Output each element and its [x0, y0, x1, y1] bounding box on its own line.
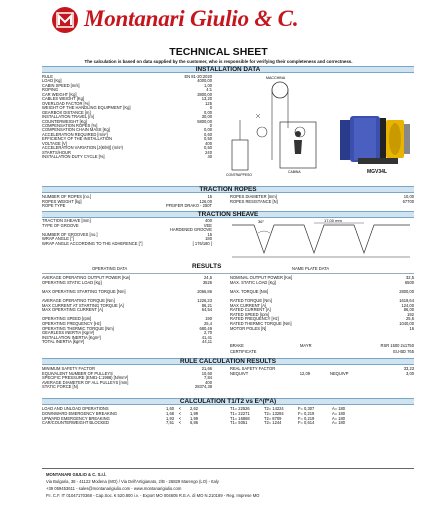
rule-row-label: AVERAGE DIAMETER OF ALL PULLEYS [mm]: [42, 379, 129, 385]
rule-row-value: 28374,38: [194, 384, 212, 390]
installation-row-label: ACCELERATION REQUIRED [m/s²]: [42, 131, 108, 137]
nameplate-row-value: 1040,00: [399, 321, 414, 326]
counterweight-icon: [232, 140, 248, 170]
nameplate-row-value: 86,00: [403, 307, 414, 313]
sheave-row-value: 180: [205, 236, 212, 242]
installation-row-label: ROPING: [42, 87, 59, 93]
nequivp-value: 3,00: [406, 371, 414, 376]
nequivt-value: 12,09: [299, 371, 310, 376]
nameplate-row-value: 2800,00: [399, 288, 414, 294]
operating-row-label: AVERAGE OPERATING TORQUE [Nm]: [42, 298, 115, 303]
operating-row-label: MAX CURRENT AT STARTING TORQUE [A]: [42, 302, 124, 308]
installation-row-value: 240: [205, 149, 212, 155]
nameplate-row-value: 1619,64: [399, 298, 414, 303]
sheave-row-label: NUMBER OF GROOVES [no.]: [42, 231, 98, 237]
installation-row-value: 3800,00: [197, 91, 212, 97]
page-title: TECHNICAL SHEET: [169, 46, 268, 58]
calc-row-t1: T1= 9351: [230, 420, 248, 426]
installation-row-label: OVERLOAD FACTOR [%]: [42, 100, 90, 106]
calc-row-lt: <: [178, 410, 182, 416]
calc-row-f: F= 0,219: [298, 410, 315, 416]
sheave-row-value: VEE: [203, 222, 212, 228]
sheave-row-label: WRAP ANGLE [°]: [42, 236, 75, 242]
nameplate-row-label: MAX CURRENT [A]: [230, 302, 267, 308]
roping-diagram: [218, 76, 333, 188]
installation-row-value: 5800,00: [197, 118, 212, 124]
nameplate-row-label: NOMINAL OUTPUT POWER [Kw]: [230, 275, 293, 280]
nequivt-label: NEQUIVT: [230, 371, 249, 376]
operating-row-label: OPERATING SPEED [rpm]: [42, 316, 92, 322]
installation-row-label: INSTALLATION DUTY CYCLE [%]: [42, 154, 105, 160]
installation-row-value: 1,00: [204, 82, 212, 88]
calc-row-t1: T1= 22271: [230, 410, 250, 416]
certificate-label: CERTIFICATE: [230, 349, 257, 354]
installation-row-label: CAR WEIGHT [Kg]: [42, 91, 77, 97]
section-traction-ropes: TRACTION ROPES: [42, 186, 414, 193]
sheave-row-label: TYPE OF GROOVE: [42, 222, 79, 228]
section-calc-t1t2: CALCULATION T1/T2 vs E^(f*A): [42, 398, 414, 405]
installation-row-value: 0,50: [204, 136, 212, 142]
operating-row-value: 24,5: [204, 275, 212, 280]
rule-row-label: EQUIVALENT NUMBER OF PULLEYS: [42, 370, 113, 376]
installation-row-value: 13,20: [201, 96, 212, 102]
brake-maker: MAYR: [300, 343, 312, 348]
installation-row-value: 400: [205, 140, 212, 146]
nameplate-row-value: 32,5: [406, 275, 414, 280]
installation-row-label: INSTALLATION TRAVEL [m]: [42, 114, 94, 120]
calc-row-t2: T2= 13284: [264, 410, 284, 416]
rule-row-label: SPECIFIC PRESSURE (EN81-1:1998) [N/mm²]: [42, 375, 129, 381]
calc-row-efa: 2,62: [190, 406, 198, 411]
rope-row-value: PFEIFER DRAKO - 250T: [166, 203, 212, 209]
installation-row-label: CABLES WEIGHT [Kg]: [42, 96, 85, 102]
operating-row-value: 190: [205, 316, 212, 322]
installation-row-value: 4:1: [206, 87, 212, 93]
operating-row-label: GEARLESS INERTIA [Kgm²]: [42, 330, 95, 336]
operating-row-value: 64,54: [201, 307, 212, 313]
car-label: CABINA: [288, 170, 301, 174]
section-rule-calc: RULE CALCULATION RESULTS: [42, 358, 414, 365]
operating-row-label: OPERATING THERMIC TORQUE [Nm]: [42, 325, 114, 331]
installation-row-label: COUNTERWEIGHT [Kg]: [42, 118, 87, 124]
calc-row-ratio: 1,93: [166, 415, 174, 421]
gearless-motor-image: [338, 110, 416, 168]
operating-row-value: 25,4: [204, 321, 212, 326]
rope-right-value: 10,00: [403, 194, 414, 199]
groove-angle: 36°: [258, 219, 265, 224]
nameplate-row-value: 25,6: [406, 316, 414, 322]
calc-row-f: F= 0,307: [298, 406, 315, 411]
operating-row-label: OPERATING FREQUENCY [Hz]: [42, 321, 101, 326]
company-name: Montanari Giulio & C.: [84, 6, 299, 31]
nameplate-row-label: MOTOR POLES [N]: [230, 325, 267, 331]
calc-row-label: CAR/COUNTERWEIGHT BLOCKED: [42, 420, 109, 426]
operating-row-label: OPERATING STATIC LOAD [Kg]: [42, 279, 102, 285]
operating-row-value: 44,11: [202, 339, 212, 345]
motor-model: MGV34L: [367, 169, 388, 175]
calc-row-angle: A= 180: [332, 415, 346, 421]
sheave-row-value: HARDENED GROOVE: [169, 227, 212, 233]
installation-row-label: ACCELERATION VARIATION [J(€/M)] (m/s³): [42, 145, 123, 151]
calc-row-label: DOWNWARD EMERGENCY BREAKING: [42, 410, 118, 416]
rope-row-value: 126,00: [199, 198, 212, 204]
footer-address: Via Bulgaria, 38 - 41122 Modena (MO) / Via Dell'Artigianato, 2/B - 26829 Marengo (LO) - Italy: [46, 479, 219, 484]
calc-row-t2: T2= 14224: [264, 406, 284, 411]
installation-row-value: 0,00: [204, 127, 212, 133]
nequivp-label: NEQUIVP: [330, 371, 349, 376]
calc-row-angle: A= 180: [332, 406, 346, 411]
nameplate-row-value: 124,00: [401, 302, 414, 308]
section-results: RESULTS: [192, 263, 222, 270]
installation-row-label: WEIGHT OF THE HANDLING EQUIPMENT [Kg]: [42, 105, 131, 111]
installation-row-value: 125: [205, 100, 212, 106]
operating-row-value: 1226,23: [197, 298, 212, 303]
nameplate-row-label: RATED FREQUENCY [Hz]: [230, 316, 279, 322]
rope-row-label: ROPES WEIGHT [kg]: [42, 198, 82, 204]
installation-row-label: COMPENSATION CHAIN MASS [Kg]: [42, 127, 110, 133]
nameplate-row-label: RATED TORQUE [Nm]: [230, 298, 272, 303]
counterweight-label: CONTRAPPESO: [226, 173, 252, 177]
calc-row-efa: 6,86: [190, 420, 198, 426]
calc-row-f: F= 0,614: [298, 420, 315, 426]
machine-pulley-icon: [272, 82, 288, 98]
calc-row-angle: A= 180: [332, 410, 346, 416]
operating-data-header: OPERATING DATA: [92, 266, 128, 271]
rule-row-value: 21,66: [201, 366, 212, 371]
sheave-row-label: TRACTION SHEAVE [mm]: [42, 218, 91, 223]
sheave-row-label: WRAP ANGLE ACCORDING TO THE ADHERENCE [°]: [42, 241, 143, 246]
operating-row-value: 2,70: [204, 330, 212, 336]
installation-row-label: EFFICIENCY OF THE INSTALLATION: [42, 136, 112, 142]
calc-row-t2: T2= 1244: [264, 420, 282, 426]
company-logo-icon: [52, 7, 78, 33]
groove-pitch: 17,00 mm: [324, 219, 342, 223]
rule-row-label: MINIMUM SAFETY FACTOR: [42, 366, 96, 371]
real-safety-value: 33,23: [403, 366, 414, 371]
calc-row-ratio: 1,68: [166, 410, 174, 416]
footer-fiscal: P.I. C.F. IT 01047170368 - Cap.Soc. € 520.800 i.v. - Export MO 004605 R.E.A. di MO N.210189 - Reg. Imprese MO: [46, 493, 260, 498]
installation-row-label: COMPENSATION ROPES [%]: [42, 122, 98, 128]
certificate-value: EU-BD 765: [393, 349, 414, 354]
calc-row-lt: <: [178, 420, 182, 426]
operating-row-label: INSTALLATION INERTIA [Kgm²]: [42, 334, 101, 340]
nameplate-row-label: RATED SPEED [rpm]: [230, 311, 270, 317]
operating-row-label: MAX OPERATING STARTING TORQUE [Nm]: [42, 288, 126, 294]
operating-row-value: 41,41: [201, 334, 212, 340]
footer-company: MONTANARI GIULIO & C. S.r.l.: [46, 472, 107, 477]
rope-row-label: ROPE TYPE: [42, 203, 66, 209]
rope-row-value: 15: [207, 194, 212, 199]
brake-label: BRAKE: [230, 343, 244, 348]
sheave-row-value: 400: [205, 218, 212, 223]
section-traction-sheave: TRACTION SHEAVE: [42, 211, 414, 218]
machine-label: MACCHINA: [266, 76, 286, 80]
calc-row-label: UPWARD EMERGENCY BREAKING: [42, 415, 110, 421]
real-safety-label: REAL SAFETY FACTOR: [230, 366, 276, 371]
sheave-row-value: 15: [207, 231, 212, 237]
installation-row-value: 40: [207, 154, 212, 160]
operating-row-label: TOTAL INERTIA [kgm²]: [42, 339, 85, 345]
calc-row-lt: <: [178, 406, 182, 411]
calc-row-t2: T2= 8709: [264, 415, 282, 421]
installation-row-value: EN 81-20:2020: [184, 74, 212, 79]
installation-row-value: 0,60: [204, 131, 212, 137]
page-subtitle: The calculation is based on data supplied by the customer, who is responsible for verifying their completeness and correctness.: [84, 59, 353, 64]
section-installation: INSTALLATION DATA: [42, 66, 414, 73]
installation-row-value: 0: [209, 105, 212, 111]
operating-row-value: 680,49: [199, 325, 212, 331]
nameplate-row-value: 6500: [404, 279, 414, 285]
installation-row-value: 0: [209, 122, 212, 128]
nameplate-row-label: RATED CURRENT [A]: [230, 307, 271, 313]
installation-row-label: STARTS/HOUR: [42, 149, 71, 155]
groove-profile-diagram: [228, 219, 414, 261]
installation-row-value: 30,00: [201, 114, 212, 120]
installation-row-label: CABIN SPEED [m/s]: [42, 82, 80, 88]
installation-row-label: RULE: [42, 74, 53, 79]
calc-row-ratio: 7,51: [166, 420, 174, 426]
sheave-row-value: [ 176/180 ]: [192, 241, 212, 246]
rule-row-value: 400: [205, 379, 212, 385]
rope-right-label: ROPES DIAMETER [mm]: [230, 194, 277, 199]
nameplate-row-value: 192: [407, 311, 414, 317]
calc-row-angle: A= 180: [332, 420, 346, 426]
nameplate-row-label: RATED THERMIC TORQUE [Nm]: [230, 321, 292, 326]
rope-row-label: NUMBER OF ROPES [no.]: [42, 194, 92, 199]
rule-row-label: STATIC FORCE [N]: [42, 384, 78, 390]
operating-row-value: 86,21: [201, 302, 212, 308]
installation-row-label: LOAD [Kg]: [42, 78, 62, 84]
calc-row-efa: 1,99: [190, 410, 198, 416]
company-header: [52, 7, 392, 33]
brake-value: RSR 1500 2x1750: [380, 343, 414, 348]
operating-row-value: 2066,86: [197, 288, 212, 294]
nameplate-row-label: MAX. TORQUE [Nm]: [230, 288, 269, 294]
rope-right-value: 67700: [402, 198, 414, 204]
calc-row-efa: 1,99: [190, 415, 198, 421]
rule-row-value: 10,60: [201, 370, 212, 376]
rule-row-value: 7,84: [204, 375, 212, 381]
nameplate-row-label: MAX. STATIC LOAD [Kg]: [230, 279, 276, 285]
installation-row-label: VOLTAGE [V]: [42, 140, 67, 146]
rope-right-label: ROPES RESISTANCE [N]: [230, 198, 278, 204]
calc-row-f: F= 0,219: [298, 415, 315, 421]
calc-row-lt: <: [178, 415, 182, 421]
operating-row-label: MAX OPERATING CURRENT [A]: [42, 307, 104, 313]
nameplate-row-value: 16: [409, 325, 414, 331]
installation-row-label: GEARBOX DISTANCE [m]: [42, 109, 91, 115]
calc-row-label: LOAD AND UNLOAD OPERATIONS: [42, 406, 109, 411]
operating-row-label: AVERAGE OPERATING OUTPUT POWER [Kw]: [42, 275, 131, 280]
calc-row-t1: T1= 22526: [230, 406, 250, 411]
calc-row-t1: T1= 16868: [230, 415, 250, 421]
calc-row-ratio: 1,60: [166, 406, 174, 411]
footer-contacts: +39 059453611 - sales@montanarigiulio.com - www.montanarigiulio.com: [46, 486, 182, 491]
installation-row-value: 0,50: [204, 145, 212, 151]
installation-row-value: 4000,00: [197, 78, 212, 84]
operating-row-value: 3526: [202, 279, 212, 285]
installation-row-value: 0,00: [204, 109, 212, 115]
name-plate-header: NAME PLATE DATA: [292, 266, 330, 271]
